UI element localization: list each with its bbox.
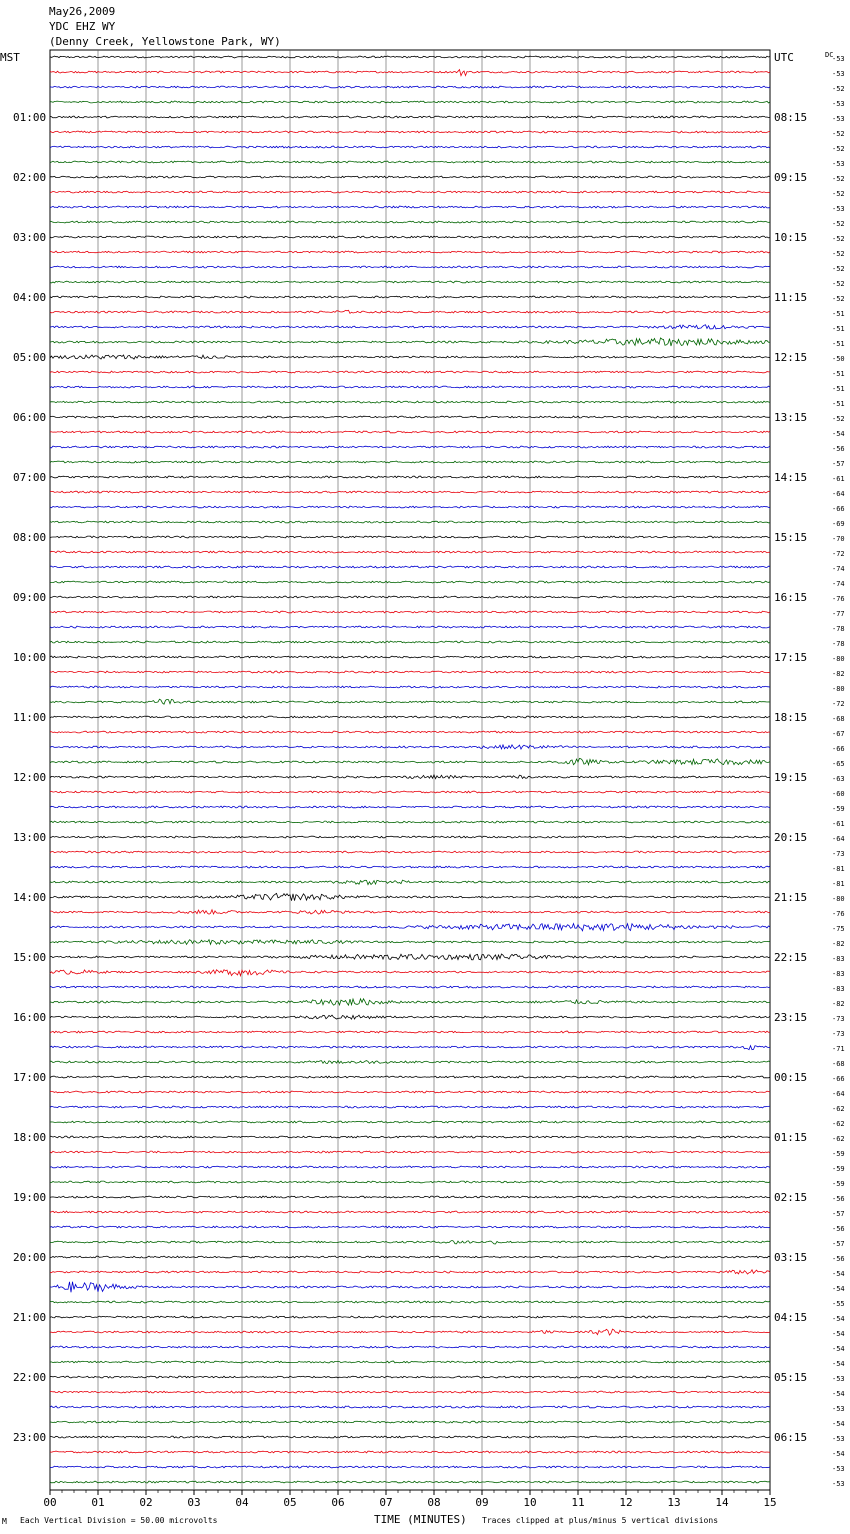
trace-row-1: [50, 70, 770, 76]
dc-offset: -54: [832, 1330, 845, 1338]
dc-offset: -61: [832, 820, 845, 828]
trace-row-87: [50, 1361, 770, 1363]
trace-row-54: [50, 866, 770, 868]
utc-label: 03:15: [774, 1251, 808, 1264]
dc-offset: -82: [832, 940, 845, 948]
mst-label: 02:00: [13, 171, 47, 184]
trace-row-5: [50, 131, 770, 133]
dc-offset: -53: [832, 55, 845, 63]
trace-row-60: [50, 954, 770, 960]
mst-label: 16:00: [13, 1011, 47, 1024]
trace-row-88: [50, 1376, 770, 1378]
trace-row-26: [50, 446, 770, 448]
trace-row-59: [50, 940, 770, 945]
trace-row-82: [50, 1282, 770, 1293]
dc-offset: -66: [832, 505, 845, 513]
trace-row-53: [50, 851, 770, 853]
trace-row-35: [50, 581, 770, 583]
trace-row-69: [50, 1091, 770, 1093]
trace-row-74: [50, 1166, 770, 1168]
dc-offset: -61: [832, 475, 845, 483]
trace-row-43: [50, 699, 770, 704]
dc-offset: -53: [832, 1405, 845, 1413]
dc-offset: -63: [832, 775, 845, 783]
x-tick-label: 15: [763, 1496, 777, 1509]
trace-row-4: [50, 116, 770, 118]
grid: [50, 50, 770, 1490]
dc-offset: -51: [832, 370, 845, 378]
utc-label: 06:15: [774, 1431, 808, 1444]
dc-offset: -65: [832, 760, 845, 768]
utc-label: 12:15: [774, 351, 808, 364]
mst-label: 12:00: [13, 771, 47, 784]
dc-offset: -78: [832, 625, 845, 633]
trace-row-89: [50, 1391, 770, 1393]
mst-label: 19:00: [13, 1191, 47, 1204]
trace-row-65: [50, 1031, 770, 1033]
header-location: (Denny Creek, Yellowstone Park, WY): [49, 35, 281, 48]
dc-offset: -68: [832, 1060, 845, 1068]
trace-row-31: [50, 521, 770, 523]
trace-row-50: [50, 806, 770, 808]
dc-offset: -80: [832, 685, 845, 693]
dc-offset: -69: [832, 520, 845, 528]
dc-offset: -66: [832, 745, 845, 753]
trace-row-85: [50, 1329, 770, 1335]
dc-offset: -75: [832, 925, 845, 933]
trace-row-79: [50, 1240, 770, 1244]
trace-row-13: [50, 251, 770, 253]
dc-offset: -52: [832, 415, 845, 423]
dc-offset: -56: [832, 1225, 845, 1233]
dc-offset: -59: [832, 1180, 845, 1188]
dc-offset: -82: [832, 1000, 845, 1008]
x-tick-label: 00: [43, 1496, 57, 1509]
dc-offset: -78: [832, 640, 845, 648]
utc-label: 11:15: [774, 291, 808, 304]
trace-row-21: [50, 371, 770, 373]
trace-row-15: [50, 281, 770, 283]
trace-row-40: [50, 656, 770, 658]
trace-row-68: [50, 1076, 770, 1078]
left-axis-title: MST: [0, 51, 20, 64]
trace-row-61: [50, 970, 770, 976]
mst-label: 11:00: [13, 711, 47, 724]
trace-row-32: [50, 536, 770, 538]
dc-offset: -53: [832, 205, 845, 213]
utc-label: 08:15: [774, 111, 808, 124]
dc-offset: -53: [832, 115, 845, 123]
x-tick-label: 09: [475, 1496, 489, 1509]
trace-row-83: [50, 1301, 770, 1303]
mst-label: 10:00: [13, 651, 47, 664]
dc-offset: -54: [832, 1315, 845, 1323]
trace-row-51: [50, 821, 770, 823]
mst-label: 06:00: [13, 411, 47, 424]
dc-offset: -82: [832, 670, 845, 678]
trace-row-70: [50, 1106, 770, 1108]
trace-row-29: [50, 491, 770, 493]
trace-row-91: [50, 1421, 770, 1423]
dc-offset: -59: [832, 1150, 845, 1158]
dc-offset: -54: [832, 1390, 845, 1398]
dc-offset: -52: [832, 295, 845, 303]
trace-row-67: [50, 1060, 770, 1063]
dc-offset: -72: [832, 700, 845, 708]
trace-row-45: [50, 731, 770, 733]
utc-label: 15:15: [774, 531, 808, 544]
dc-offset: -52: [832, 280, 845, 288]
utc-label: 20:15: [774, 831, 808, 844]
utc-label: 00:15: [774, 1071, 808, 1084]
x-tick-label: 07: [379, 1496, 393, 1509]
dc-offset: -53: [832, 1480, 845, 1488]
trace-row-7: [50, 161, 770, 163]
dc-offset: -53: [832, 1465, 845, 1473]
trace-row-23: [50, 401, 770, 403]
dc-offset-labels: [832, 55, 845, 1488]
dc-offset: -54: [832, 1420, 845, 1428]
trace-row-25: [50, 431, 770, 433]
x-tick-label: 03: [187, 1496, 201, 1509]
trace-row-81: [50, 1270, 770, 1274]
dc-offset: -51: [832, 310, 845, 318]
trace-row-16: [50, 296, 770, 298]
dc-offset: -56: [832, 1255, 845, 1263]
x-tick-label: 10: [523, 1496, 537, 1509]
dc-offset: -57: [832, 460, 845, 468]
trace-row-93: [50, 1451, 770, 1453]
mst-label: 08:00: [13, 531, 47, 544]
mst-label: 20:00: [13, 1251, 47, 1264]
dc-offset: -52: [832, 175, 845, 183]
dc-offset: -51: [832, 340, 845, 348]
plot-frame: [50, 50, 770, 1490]
utc-label: 19:15: [774, 771, 808, 784]
mst-label: 01:00: [13, 111, 47, 124]
trace-row-33: [50, 551, 770, 553]
trace-row-76: [50, 1196, 770, 1198]
dc-offset: -52: [832, 235, 845, 243]
mst-label: 17:00: [13, 1071, 47, 1084]
dc-offset: -56: [832, 445, 845, 453]
dc-offset: -53: [832, 70, 845, 78]
dc-offset: -80: [832, 895, 845, 903]
x-tick-label: 14: [715, 1496, 729, 1509]
trace-row-39: [50, 641, 770, 643]
trace-row-56: [50, 893, 770, 900]
mst-labels: [13, 111, 46, 1444]
trace-row-64: [50, 1015, 770, 1019]
trace-row-0: [50, 56, 770, 58]
header-station: YDC EHZ WY: [49, 20, 116, 33]
utc-label: 16:15: [774, 591, 808, 604]
dc-offset: -83: [832, 955, 845, 963]
trace-row-37: [50, 611, 770, 613]
x-axis-title: TIME (MINUTES): [374, 1513, 467, 1526]
mst-label: 22:00: [13, 1371, 47, 1384]
x-tick-label: 13: [667, 1496, 681, 1509]
x-tick-label: 08: [427, 1496, 441, 1509]
trace-row-22: [50, 386, 770, 388]
dc-offset: -51: [832, 385, 845, 393]
dc-offset: -66: [832, 1075, 845, 1083]
dc-offset: -67: [832, 730, 845, 738]
trace-row-63: [50, 999, 770, 1005]
trace-row-57: [50, 910, 770, 915]
mst-label: 15:00: [13, 951, 47, 964]
dc-offset: -62: [832, 1135, 845, 1143]
dc-offset: -56: [832, 1195, 845, 1203]
x-tick-label: 06: [331, 1496, 345, 1509]
utc-label: 18:15: [774, 711, 808, 724]
dc-offset: -60: [832, 790, 845, 798]
dc-offset: -59: [832, 1165, 845, 1173]
dc-offset: -52: [832, 130, 845, 138]
dc-offset: -57: [832, 1210, 845, 1218]
utc-label: 14:15: [774, 471, 808, 484]
trace-row-17: [50, 310, 770, 313]
trace-row-34: [50, 566, 770, 568]
utc-label: 23:15: [774, 1011, 808, 1024]
trace-row-6: [50, 146, 770, 148]
mst-label: 23:00: [13, 1431, 47, 1444]
dc-offset: -70: [832, 535, 845, 543]
mst-label: 07:00: [13, 471, 47, 484]
dc-offset: -57: [832, 1240, 845, 1248]
trace-row-3: [50, 101, 770, 103]
trace-row-71: [50, 1121, 770, 1123]
trace-row-24: [50, 416, 770, 418]
trace-row-66: [50, 1046, 770, 1050]
trace-row-58: [50, 924, 770, 931]
dc-offset: -77: [832, 610, 845, 618]
utc-label: 10:15: [774, 231, 808, 244]
dc-offset: -52: [832, 190, 845, 198]
dc-offset: -54: [832, 1450, 845, 1458]
trace-row-44: [50, 716, 770, 718]
trace-row-92: [50, 1436, 770, 1438]
mst-label: 13:00: [13, 831, 47, 844]
x-tick-label: 05: [283, 1496, 297, 1509]
dc-offset: -59: [832, 805, 845, 813]
dc-offset: -73: [832, 850, 845, 858]
dc-offset: -81: [832, 880, 845, 888]
trace-row-46: [50, 745, 770, 749]
trace-row-14: [50, 266, 770, 268]
mst-label: 09:00: [13, 591, 47, 604]
dc-offset: -53: [832, 160, 845, 168]
trace-row-84: [50, 1316, 770, 1318]
dc-label: DC: [825, 51, 834, 59]
dc-offset: -51: [832, 325, 845, 333]
utc-label: 22:15: [774, 951, 808, 964]
trace-row-8: [50, 176, 770, 178]
dc-offset: -50: [832, 355, 845, 363]
utc-label: 17:15: [774, 651, 808, 664]
mst-label: 05:00: [13, 351, 47, 364]
clip-note: Traces clipped at plus/minus 5 vertical divisions: [482, 1516, 719, 1525]
trace-row-75: [50, 1181, 770, 1183]
trace-row-95: [50, 1481, 770, 1483]
utc-label: 13:15: [774, 411, 808, 424]
trace-row-90: [50, 1406, 770, 1408]
dc-offset: -68: [832, 715, 845, 723]
trace-row-73: [50, 1151, 770, 1153]
dc-offset: -54: [832, 1345, 845, 1353]
mst-label: 18:00: [13, 1131, 47, 1144]
dc-offset: -80: [832, 655, 845, 663]
trace-row-52: [50, 836, 770, 838]
x-tick-label: 01: [91, 1496, 105, 1509]
trace-row-55: [50, 880, 770, 885]
mst-label: 03:00: [13, 231, 47, 244]
dc-offset: -54: [832, 1285, 845, 1293]
trace-row-10: [50, 206, 770, 208]
dc-offset: -52: [832, 265, 845, 273]
trace-row-78: [50, 1226, 770, 1228]
dc-offset: -76: [832, 595, 845, 603]
trace-row-94: [50, 1466, 770, 1468]
dc-offset: -62: [832, 1105, 845, 1113]
scale-note: Each Vertical Division = 50.00 microvolts: [20, 1516, 218, 1525]
dc-offset: -54: [832, 430, 845, 438]
trace-row-9: [50, 191, 770, 193]
dc-offset: -53: [832, 1375, 845, 1383]
dc-offset: -71: [832, 1045, 845, 1053]
x-axis-ticks: [43, 1490, 776, 1509]
utc-label: 04:15: [774, 1311, 808, 1324]
x-tick-label: 12: [619, 1496, 633, 1509]
trace-row-72: [50, 1136, 770, 1138]
trace-row-77: [50, 1211, 770, 1213]
trace-row-28: [50, 476, 770, 478]
trace-row-47: [50, 758, 770, 764]
trace-row-49: [50, 791, 770, 793]
trace-row-80: [50, 1256, 770, 1258]
dc-offset: -73: [832, 1030, 845, 1038]
utc-labels: [774, 51, 807, 1444]
dc-offset: -54: [832, 1360, 845, 1368]
dc-offset: -74: [832, 565, 845, 573]
dc-offset: -64: [832, 1090, 845, 1098]
dc-offset: -52: [832, 250, 845, 258]
trace-row-38: [50, 626, 770, 628]
dc-offset: -64: [832, 835, 845, 843]
trace-row-42: [50, 686, 770, 688]
dc-offset: -62: [832, 1120, 845, 1128]
header-date: May26,2009: [49, 5, 116, 18]
trace-row-11: [50, 221, 770, 223]
trace-row-36: [50, 596, 770, 598]
dc-offset: -54: [832, 1270, 845, 1278]
trace-row-41: [50, 671, 770, 673]
traces: [50, 56, 770, 1483]
utc-label: 09:15: [774, 171, 808, 184]
dc-offset: -51: [832, 400, 845, 408]
dc-offset: -52: [832, 85, 845, 93]
trace-row-86: [50, 1346, 770, 1348]
utc-label: UTC: [774, 51, 794, 64]
dc-offset: -55: [832, 1300, 845, 1308]
trace-row-12: [50, 236, 770, 238]
dc-offset: -53: [832, 100, 845, 108]
utc-label: 21:15: [774, 891, 808, 904]
x-tick-label: 04: [235, 1496, 249, 1509]
trace-row-62: [50, 986, 770, 988]
mst-label: 21:00: [13, 1311, 47, 1324]
dc-offset: -83: [832, 970, 845, 978]
dc-offset: -52: [832, 220, 845, 228]
trace-row-20: [50, 355, 770, 359]
mst-label: 04:00: [13, 291, 47, 304]
trace-row-18: [50, 325, 770, 329]
trace-row-27: [50, 461, 770, 463]
mst-label: 14:00: [13, 891, 47, 904]
dc-offset: -83: [832, 985, 845, 993]
utc-label: 02:15: [774, 1191, 808, 1204]
x-tick-label: 11: [571, 1496, 585, 1509]
dc-offset: -53: [832, 1435, 845, 1443]
trace-row-30: [50, 506, 770, 508]
utc-label: 05:15: [774, 1371, 808, 1384]
trace-row-2: [50, 86, 770, 88]
dc-offset: -76: [832, 910, 845, 918]
dc-offset: -81: [832, 865, 845, 873]
corner-mark: M: [2, 1517, 7, 1526]
trace-row-48: [50, 775, 770, 779]
dc-offset: -72: [832, 550, 845, 558]
x-tick-label: 02: [139, 1496, 153, 1509]
dc-offset: -74: [832, 580, 845, 588]
trace-row-19: [50, 338, 770, 346]
dc-offset: -73: [832, 1015, 845, 1023]
utc-label: 01:15: [774, 1131, 808, 1144]
dc-offset: -64: [832, 490, 845, 498]
dc-offset: -52: [832, 145, 845, 153]
